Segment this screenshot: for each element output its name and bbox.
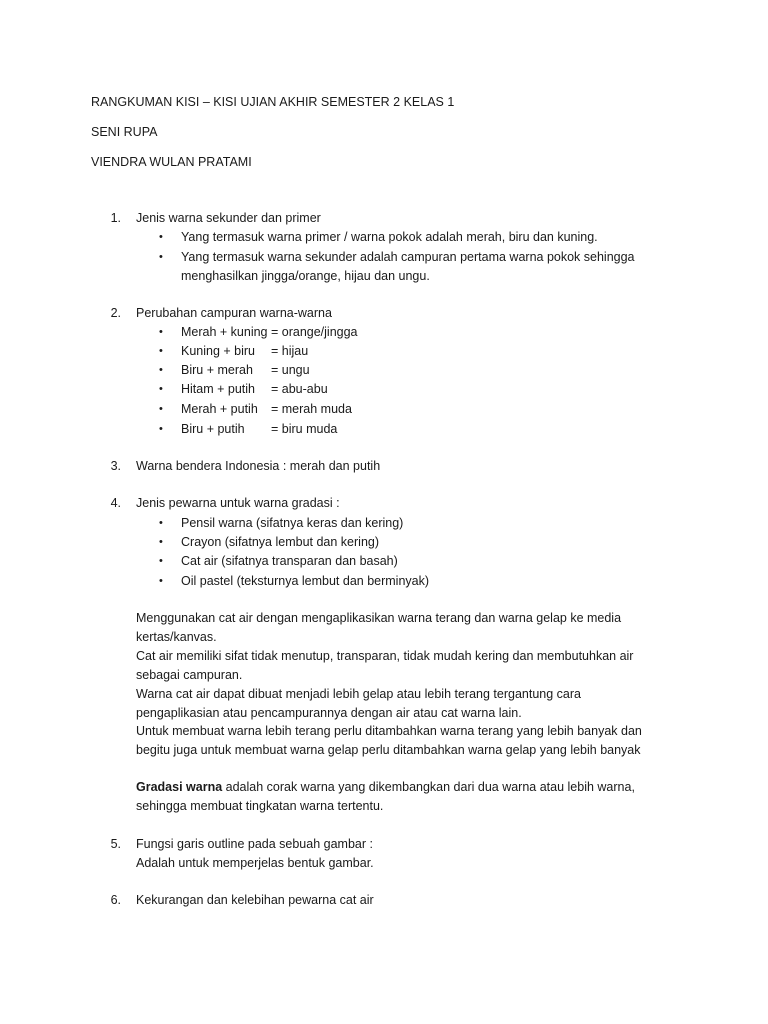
color-mix-result: = biru muda [271,422,338,436]
list-item-continuation: menghasilkan jingga/orange, hijau dan ungu. [181,269,430,283]
color-mix-result: = abu-abu [271,382,328,396]
color-mix-item: Hitam + putih [181,382,255,396]
section-answer: Adalah untuk memperjelas bentuk gambar. [136,856,374,870]
bullet-icon: • [159,345,163,357]
color-mix-result: = hijau [271,344,309,358]
section-heading: Fungsi garis outline pada sebuah gambar : [136,837,373,851]
section-number: 3. [110,459,121,473]
paragraph-line: Cat air memiliki sifat tidak menutup, transparan, tidak mudah kering dan membutuhkan air [136,649,634,663]
bullet-icon: • [159,555,163,567]
gradasi-term: Gradasi warna [136,780,223,794]
author-name: VIENDRA WULAN PRATAMI [91,155,252,169]
paragraph-line: pengaplikasian atau pencampurannya dengan air atau cat warna lain. [136,706,522,720]
paragraph-line: sebagai campuran. [136,668,243,682]
color-mix-item: Kuning + biru [181,344,256,358]
bullet-icon: • [159,536,163,548]
section-heading: Perubahan campuran warna-warna [136,306,332,320]
section-number: 2. [110,306,121,320]
section-heading: Jenis pewarna untuk warna gradasi : [136,496,340,510]
list-item: Yang termasuk warna primer / warna pokok adalah merah, biru dan kuning. [181,230,598,244]
bullet-icon: • [159,326,163,338]
color-mix-result: = merah muda [271,402,352,416]
document-title: RANGKUMAN KISI – KISI UJIAN AKHIR SEMESTER 2 KELAS 1 [91,95,455,109]
section-number: 5. [110,837,121,851]
subject-label: SENI RUPA [91,125,158,139]
section-heading: Warna bendera Indonesia : merah dan putih [136,459,381,473]
section-number: 1. [110,211,121,225]
bullet-icon: • [159,575,163,587]
list-item: Oil pastel (teksturnya lembut dan berminyak) [181,574,430,588]
color-mix-item: Merah + kuning = orange/jingga [181,325,358,339]
section-heading: Jenis warna sekunder dan primer [136,211,321,225]
color-mix-item: Biru + merah [181,363,253,377]
color-mix-item: Merah + putih [181,402,258,416]
gradasi-definition-continued: sehingga membuat tingkatan warna tertentu. [136,799,384,813]
list-item: Cat air (sifatnya transparan dan basah) [181,554,398,568]
bullet-icon: • [159,383,163,395]
list-item: Yang termasuk warna sekunder adalah campuran pertama warna pokok sehingga [181,250,635,264]
paragraph-line: begitu juga untuk membuat warna gelap perlu ditambahkan warna gelap yang lebih banyak [136,743,641,757]
bullet-icon: • [159,251,163,263]
bullet-icon: • [159,231,163,243]
section-number: 4. [110,496,121,510]
bullet-icon: • [159,517,163,529]
bullet-icon: • [159,403,163,415]
section-number: 6. [110,893,121,907]
list-item: Crayon (sifatnya lembut dan kering) [181,535,380,549]
color-mix-result: = ungu [271,363,310,377]
paragraph-line: Untuk membuat warna lebih terang perlu ditambahkan warna terang yang lebih banyak dan [136,724,642,738]
paragraph-line: Warna cat air dapat dibuat menjadi lebih gelap atau lebih terang tergantung cara [136,687,581,701]
bullet-icon: • [159,423,163,435]
paragraph-line: kertas/kanvas. [136,630,217,644]
paragraph-line: Menggunakan cat air dengan mengaplikasikan warna terang dan warna gelap ke media [136,611,622,625]
bullet-icon: • [159,364,163,376]
section-heading: Kekurangan dan kelebihan pewarna cat air [136,893,374,907]
gradasi-text: adalah corak warna yang dikembangkan dari dua warna atau lebih warna, [222,780,635,794]
gradasi-definition [136,779,635,795]
list-item: Pensil warna (sifatnya keras dan kering) [181,516,404,530]
color-mix-item: Biru + putih [181,422,245,436]
